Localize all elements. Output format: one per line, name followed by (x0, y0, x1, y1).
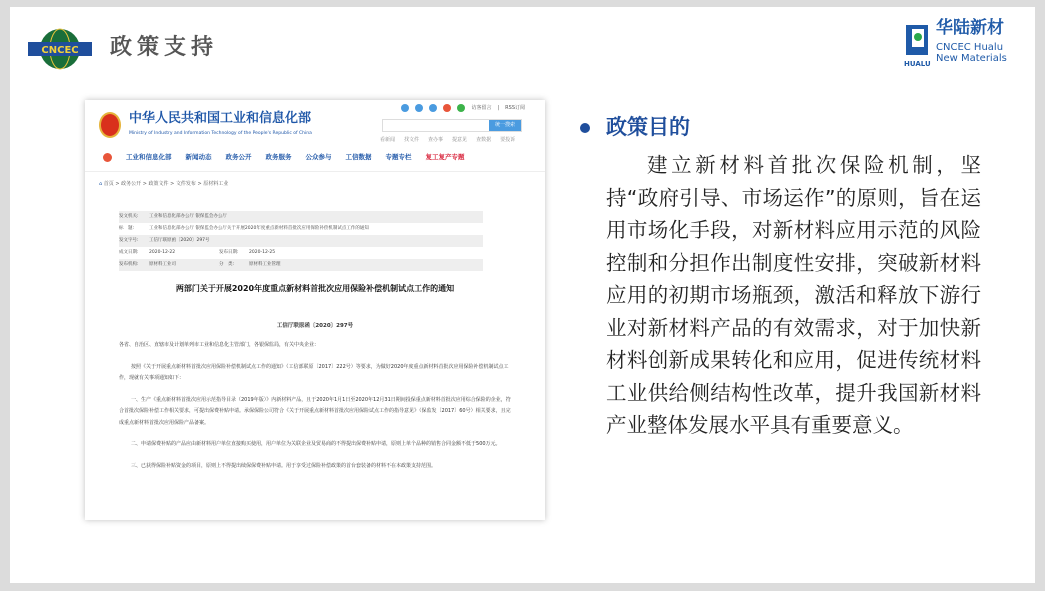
paragraph: 各省、自治区、直辖市及计划单列市工业和信息化主管部门，各银保监局，有关中央企业： (119, 342, 320, 348)
home-logo-icon[interactable] (103, 153, 112, 162)
rss-link[interactable]: RSS订阅 (505, 105, 525, 111)
paragraph: 按照《关于开展重点新材料首批次应用保险补偿机制试点工作的通知》（工信部联原〔2017〕222号）等要求，为做好2020年度重点新材料首批次应用保险补偿机制试点工作，现就有关事项通知如下： (119, 363, 509, 381)
document-title: 两部门关于开展2020年度重点新材料首批次应用保险补偿机制试点工作的通知 (175, 284, 455, 293)
search-input[interactable] (382, 119, 522, 132)
national-emblem-icon (99, 112, 121, 138)
mobile-icon[interactable] (415, 104, 423, 112)
slide (10, 7, 1035, 583)
paragraph: 二、申请保费补贴的产品应由新材料用户单位直接购买使用，用户单位为关联企业及贸易商的不得提出保费补贴申请，原则上单个品种的销售合同金额不低于500万元。 (131, 441, 501, 447)
cncec-logo (28, 27, 92, 71)
document-meta-table: 发文机关: 工业和信息化部办公厅 银保监会办公厅 标 题: 工业和信息化部办公厅 银保监会办公厅关于开展2020年度重点新材料首批次应用保险补偿机制试点工作的通知 发文字号: 工信厅联原函〔2020〕297号 成文日期: 2020-12-22 发布日期: 2020-12-25 发布机构: 原材料工业司 分 类: 原材料工业管理 (119, 211, 483, 271)
divider: | (497, 105, 500, 111)
main-nav: 工业和信息化部 新闻动态 政务公开 政务服务 公众参与 工信数据 专题专栏 复工复产专题 (103, 153, 465, 162)
home-icon[interactable]: ⌂ (99, 181, 104, 187)
document-number: 工信厅联原函〔2020〕297号 (276, 323, 354, 329)
hualu-logo (904, 19, 1028, 73)
ministry-name: 中华人民共和国工业和信息化部 (129, 111, 312, 126)
hualu-logo-icon (904, 21, 932, 57)
wechat-icon[interactable] (457, 104, 465, 112)
paragraph: 一、生产《重点新材料首批次应用示范指导目录（2019年版）》内新材料产品，且于2020年1月1日至2020年12月31日期间投保重点新材料首批次应用综合保险的企业，符合首批次保险补偿工作相关要求，可提出保费补贴申请。承保保险公司符合《关于开展重点新材料首批次应用保险试点工作的指导意见》（保监发〔2017〕60号）相关要求，且完成重点新材料首批次应用保险产品备案。 (119, 396, 511, 426)
hualu-logo-cn: 华陆新材 (936, 18, 1004, 38)
cncec-logo-text: CNCEC (41, 45, 79, 56)
hualu-logo-en: CNCEC Hualu New Materials (936, 42, 1007, 64)
bullet-icon (580, 123, 590, 133)
section-heading: 政策目的 (606, 115, 690, 139)
accessibility-icon[interactable] (401, 104, 409, 112)
hualu-logo-short: HUALU (904, 60, 931, 68)
policy-webpage-screenshot (85, 100, 545, 520)
weibo-icon[interactable] (443, 104, 451, 112)
quick-links: 看新闻 找文件 查办事 提意见 查数据 要投诉 (380, 137, 516, 143)
paragraph: 三、已获得保险补贴资金的项目，原则上不得提出续保保费补贴申请。用于享受过保险补偿政策的首台套装备的材料不在本政策支持范围。 (131, 462, 437, 469)
section-body: 建立新材料首批次保险机制，坚持“政府引导、市场运作”的原则，旨在运用市场化手段，对新材料应用示范的风险控制和分担作出制度性安排，突破新材料应用的初期市场瓶颈，激活和释放下游行业对新材料产品的有效需求，对于加快新材料创新成果转化和应用，促进传统材料工业供给侧结构性改革，提升我国新材料产业整体发展水平具有重要意义。 (606, 153, 981, 437)
ministry-name-en: Ministry of Industry and Information Technology of the People's Republic of China (129, 131, 312, 136)
slide-title: 政策支持 (110, 35, 219, 60)
mail-icon[interactable] (429, 104, 437, 112)
top-links (401, 104, 525, 112)
search-button[interactable]: 统一搜索 (489, 120, 521, 131)
breadcrumb: ⌂ 首页 > 政务公开 > 政策文件 > 文件发布 > 原材料工业 (99, 181, 229, 187)
guestbook-link[interactable]: 访客留言 (471, 105, 492, 111)
